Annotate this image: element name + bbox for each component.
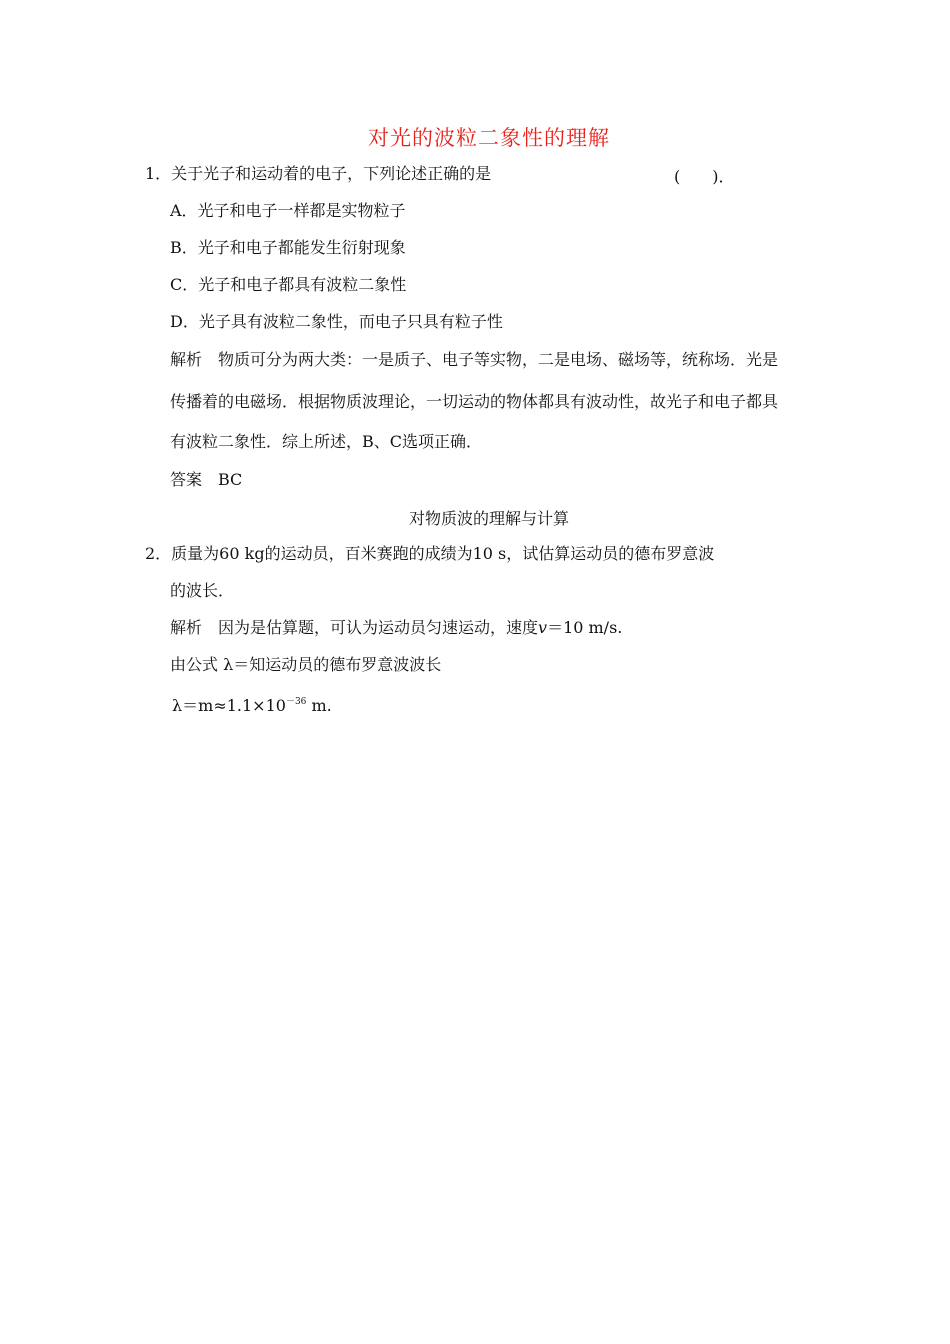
analysis-line-1: 解析 物质可分为两大类：一是质子、电子等实物，二是电场、磁场等，统称场．光是 — [170, 350, 779, 369]
velocity-symbol: v — [538, 618, 548, 637]
question-1-stem: 1．关于光子和运动着的电子，下列论述正确的是 — [145, 164, 492, 183]
analysis-q2-line-1 — [170, 618, 622, 638]
analysis-q2-suffix: ＝10 m/s. — [547, 618, 623, 637]
answer-bracket: ( )． — [674, 167, 735, 186]
question-2-stem-cont: 的波长． — [170, 581, 235, 600]
analysis-line-2: 传播着的电磁场．根据物质波理论，一切运动的物体都具有波动性，故光子和电子都具 — [170, 392, 779, 411]
option-d: D．光子具有波粒二象性，而电子只具有粒子性 — [170, 312, 503, 331]
result-base: λ＝m≈1.1×10 — [172, 696, 286, 715]
answer-line: 答案 BC — [170, 470, 243, 489]
section-title: 对物质波的理解与计算 — [408, 509, 569, 528]
analysis-q2-prefix: 解析 因为是估算题，可认为运动员匀速运动，速度 — [170, 618, 539, 637]
question-2-stem: 2．质量为60 kg的运动员，百米赛跑的成绩为10 s，试估算运动员的德布罗意波 — [145, 544, 715, 563]
option-b: B．光子和电子都能发生衍射现象 — [170, 238, 406, 257]
formula-line: 由公式 λ＝知运动员的德布罗意波波长 — [170, 655, 442, 674]
option-a: A．光子和电子一样都是实物粒子 — [170, 201, 406, 220]
result-exponent: －36 — [285, 697, 307, 707]
result-unit: m. — [306, 696, 332, 715]
page-title: 对光的波粒二象性的理解 — [368, 126, 610, 150]
analysis-line-3: 有波粒二象性．综上所述，B、C选项正确． — [170, 432, 483, 451]
option-c: C．光子和电子都具有波粒二象性 — [170, 275, 407, 294]
result-line — [172, 692, 332, 716]
